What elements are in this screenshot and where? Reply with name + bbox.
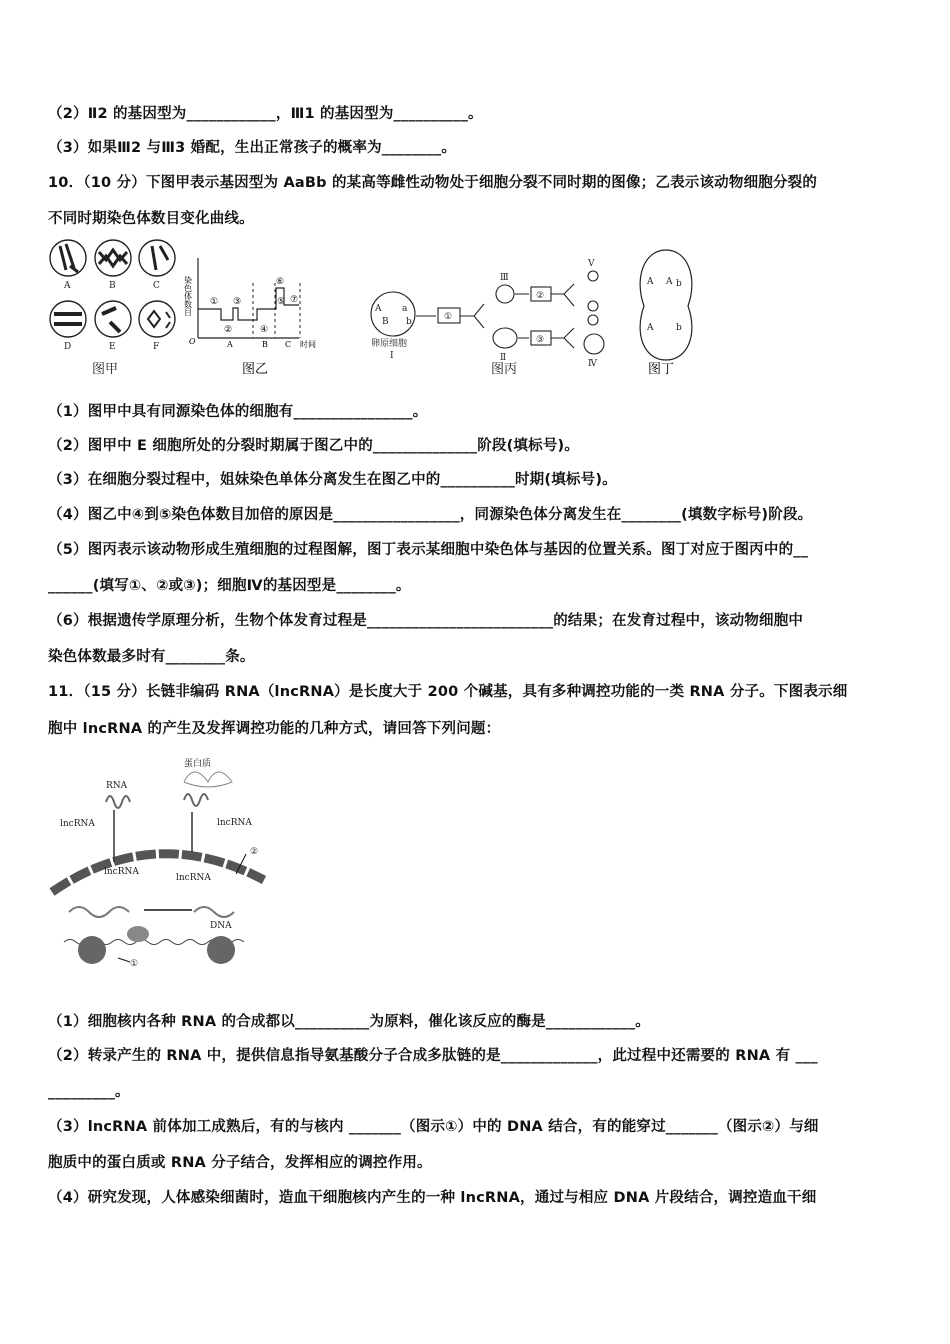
question-11-1: （1）细胞核内各种 RNA 的合成都以__________为原料，催化该反应的酶是____________。: [48, 1014, 651, 1030]
mark-2-nuclear-pore: ②: [250, 847, 259, 857]
x-axis-label: 时间: [300, 340, 316, 349]
caption-jia: 图甲: [92, 362, 119, 377]
stage-2: ②: [224, 325, 233, 335]
step-2: ②: [536, 291, 545, 301]
stage-4: ④: [260, 325, 269, 335]
step-1: ①: [444, 312, 453, 322]
cell-label-f: F: [153, 342, 160, 352]
ding-gene: A: [647, 277, 654, 287]
question-10-6-cont: 染色体数最多时有________条。: [48, 649, 255, 665]
question-11-3-cont: 胞质中的蛋白质或 RNA 分子结合，发挥相应的调控作用。: [48, 1155, 432, 1171]
question-11-4: （4）研究发现，人体感染细菌时，造血干细胞核内产生的一种 lncRNA，通过与相应 DNA 片段结合，调控造血干细: [48, 1190, 817, 1206]
mark-1-chromatin: ①: [130, 959, 139, 969]
question-10-2: （2）图甲中 E 细胞所处的分裂时期属于图乙中的______________阶段(填标号)。: [48, 438, 580, 454]
question-11-3: （3）lncRNA 前体加工成熟后，有的与核内 _______（图示①）中的 DNA 结合，有的能穿过_______（图示②）与细: [48, 1119, 819, 1135]
y-axis-label: 染色体数目: [183, 276, 193, 316]
cell-label-c: C: [153, 281, 160, 291]
question-10-stem: 10．（10 分）下图甲表示基因型为 AaBb 的某高等雌性动物处于细胞分裂不同时期的图像；乙表示该动物细胞分裂的: [48, 175, 818, 191]
stage-5: ⑤: [277, 297, 286, 307]
label-rna: RNA: [106, 781, 128, 791]
stage-3: ③: [233, 297, 242, 307]
question-11-2-cont: _________。: [48, 1084, 130, 1100]
phase-c: C: [285, 340, 292, 349]
stage-7: ⑦: [290, 295, 299, 305]
question-11-stem-cont: 胞中 lncRNA 的产生及发挥调控功能的几种方式，请回答下列问题：: [48, 721, 501, 737]
label-lncrna-nuc-right: lncRNA: [176, 873, 211, 883]
cell-label-d: D: [64, 342, 72, 352]
label-lncrna-left: lncRNA: [60, 819, 95, 829]
question-9-3: （3）如果Ⅲ2 与Ⅲ3 婚配，生出正常孩子的概率为________。: [48, 140, 457, 156]
ding-gene: b: [676, 323, 682, 333]
caption-bing: 图丙: [491, 362, 518, 377]
question-10-4: （4）图乙中④到⑤染色体数目加倍的原因是_________________，同源染色体分离发生在________(填数字标号)阶段。: [48, 507, 813, 523]
figure-yi: [184, 258, 317, 377]
cell-label-a: A: [64, 281, 71, 291]
gene-b: b: [406, 317, 412, 327]
label-dna: DNA: [210, 921, 232, 931]
cell-II-label: Ⅱ: [500, 353, 507, 363]
caption-ding: 图丁: [648, 362, 675, 377]
cell-label-b: B: [109, 281, 116, 291]
phase-b: B: [262, 340, 268, 349]
gene-B: B: [382, 317, 389, 327]
caption-yi: 图乙: [242, 362, 269, 377]
step-3: ③: [536, 335, 545, 345]
ding-gene: A: [647, 323, 654, 333]
stage-6: ⑥: [276, 277, 285, 287]
oogonium-label: 卵原细胞: [371, 339, 408, 349]
question-11-stem: 11．（15 分）长链非编码 RNA（lncRNA）是长度大于 200 个碱基，具有多种调控功能的一类 RNA 分子。下图表示细: [48, 684, 848, 700]
origin-label: O: [189, 337, 196, 346]
cell-III-label: Ⅲ: [500, 273, 509, 283]
ding-gene: b: [676, 279, 682, 289]
cell-V-label: Ⅴ: [588, 259, 595, 269]
question-9-2: （2）Ⅱ2 的基因型为____________，Ⅲ1 的基因型为__________。: [48, 106, 483, 122]
label-lncrna-right: lncRNA: [217, 818, 252, 828]
figure-11-lncrna: [44, 752, 279, 977]
gene-A: A: [375, 304, 382, 314]
phase-a: A: [227, 340, 233, 349]
question-10-5-cont: ______(填写①、②或③)；细胞Ⅳ的基因型是________。: [48, 578, 411, 594]
stage-1: ①: [210, 297, 219, 307]
question-10-stem-cont: 不同时期染色体数目变化曲线。: [48, 211, 254, 227]
question-10-6: （6）根据遗传学原理分析，生物个体发育过程是_________________________的结果；在发育过程中，该动物细胞中: [48, 613, 804, 629]
cell-I-label: Ⅰ: [390, 351, 394, 361]
question-10-5: （5）图丙表示该动物形成生殖细胞的过程图解，图丁表示某细胞中染色体与基因的位置关系。图丁对应于图丙中的__: [48, 542, 809, 558]
figure-ding: [640, 250, 692, 377]
cell-IV-label: Ⅳ: [588, 359, 597, 369]
label-protein: 蛋白质: [184, 759, 212, 769]
gene-a: a: [402, 304, 408, 314]
figure-10: [44, 238, 704, 380]
question-10-1: （1）图甲中具有同源染色体的细胞有________________。: [48, 404, 428, 420]
question-11-2: （2）转录产生的 RNA 中，提供信息指导氨基酸分子合成多肽链的是_____________，此过程中还需要的 RNA 有 ___: [48, 1048, 818, 1064]
question-10-3: （3）在细胞分裂过程中，姐妹染色单体分离发生在图乙中的__________时期(填标号)。: [48, 472, 617, 488]
cell-label-e: E: [109, 342, 116, 352]
label-lncrna-nuc-left: lncRNA: [104, 867, 139, 877]
ding-gene: A: [666, 277, 673, 287]
